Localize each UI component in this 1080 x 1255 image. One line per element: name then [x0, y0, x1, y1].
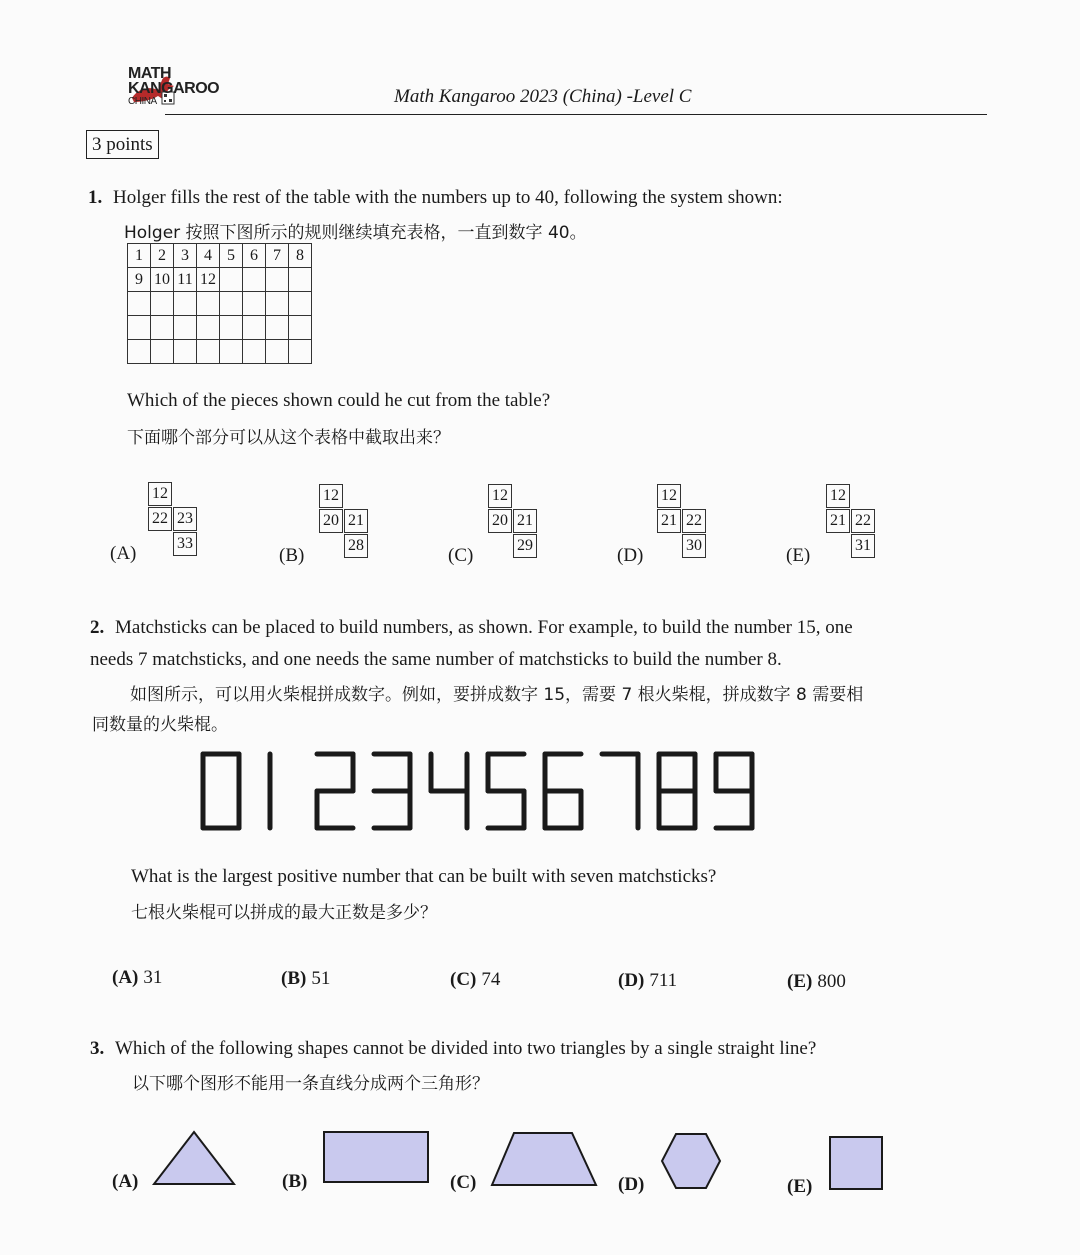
table-cell: [151, 316, 174, 340]
matchstick-digit-6: [545, 754, 581, 828]
q2-option-label: (D): [618, 970, 645, 991]
q3-option-label[interactable]: (E): [787, 1176, 813, 1197]
piece-cell: 21: [513, 509, 537, 533]
table-cell: [151, 292, 174, 316]
table-cell: [243, 340, 266, 364]
q2-option[interactable]: [450, 969, 500, 991]
piece-cell: 29: [513, 534, 537, 558]
q2-option-label: (A): [112, 967, 139, 988]
logo-line-kangaroo: KANGAROO: [128, 80, 220, 97]
piece-cell: 21: [826, 509, 850, 533]
piece-cell: 21: [344, 509, 368, 533]
table-cell: [197, 340, 220, 364]
table-cell: 11: [174, 268, 197, 292]
table-cell: [289, 340, 312, 364]
header-divider: [165, 114, 987, 115]
q3-text: [90, 1038, 816, 1060]
matchstick-digit-2: [317, 754, 353, 828]
table-cell: [220, 268, 243, 292]
q2-option-label: (E): [787, 971, 813, 992]
piece-cell: 28: [344, 534, 368, 558]
table-cell: [128, 340, 151, 364]
matchstick-digit-7: [602, 754, 638, 828]
table-cell: [128, 292, 151, 316]
triangle-polygon: [154, 1132, 234, 1184]
table-cell: 3: [174, 244, 197, 268]
piece-cell: 12: [826, 484, 850, 508]
table-cell: [266, 292, 289, 316]
table-cell: 7: [266, 244, 289, 268]
table-cell: 5: [220, 244, 243, 268]
q2-text-en-2: needs 7 matchsticks, and one needs the same number of matchsticks to build the number 8.: [90, 649, 782, 670]
table-cell: 2: [151, 244, 174, 268]
matchstick-digit-4: [431, 754, 467, 828]
q2-option-value: 711: [649, 970, 678, 991]
q1-option-label[interactable]: (B): [279, 545, 305, 566]
table-row: [128, 244, 312, 268]
q1-option-label[interactable]: (A): [110, 543, 137, 564]
q1-question-zh: 下面哪个部分可以从这个表格中截取出来？: [127, 428, 450, 448]
table-cell: [174, 340, 197, 364]
table-cell: [266, 316, 289, 340]
q1-question-en: Which of the pieces shown could he cut from the table?: [127, 390, 551, 411]
piece-cell: 12: [319, 484, 343, 508]
hexagon-polygon: [662, 1134, 720, 1188]
number-table: [127, 243, 312, 364]
table-cell: [220, 316, 243, 340]
piece-cell: 20: [319, 509, 343, 533]
q2-question-en: What is the largest positive number that can be built with seven matchsticks?: [131, 866, 717, 887]
q2-text-zh-1: 如图所示，可以用火柴棍拼成数字。例如，要拼成数字 15，需要 7 根火柴棍，拼成数字 8 需要相: [130, 685, 864, 705]
q2-text-zh-2: 同数量的火柴棍。: [92, 715, 228, 735]
piece-cell: 21: [657, 509, 681, 533]
table-row: [128, 268, 312, 292]
square-polygon: [830, 1137, 882, 1189]
page-title: Math Kangaroo 2023 (China) -Level C: [394, 86, 692, 107]
q1-text-en: Holger fills the rest of the table with the numbers up to 40, following the system shown:: [113, 187, 783, 208]
q3-number: 3.: [90, 1038, 105, 1059]
matchstick-digit-3: [374, 754, 410, 828]
triangle-shape[interactable]: [152, 1130, 236, 1186]
piece-cell: 22: [148, 507, 172, 531]
table-cell: [289, 268, 312, 292]
q1-option-label[interactable]: (D): [617, 545, 644, 566]
q1-number: 1.: [88, 187, 103, 208]
q2-option-label: (C): [450, 969, 477, 990]
q2-option-value: 31: [143, 967, 163, 988]
rectangle-polygon: [324, 1132, 428, 1182]
piece-cell: 23: [173, 507, 197, 531]
table-row: [128, 340, 312, 364]
piece-cell: 31: [851, 534, 875, 558]
table-row: [128, 316, 312, 340]
table-cell: [197, 316, 220, 340]
q2-question-zh: 七根火柴棍可以拼成的最大正数是多少？: [131, 903, 437, 923]
piece-cell: 12: [657, 484, 681, 508]
trapezoid-polygon: [492, 1133, 596, 1185]
q1-option-label[interactable]: (C): [448, 545, 474, 566]
table-cell: [289, 292, 312, 316]
q2-text-en-1: Matchsticks can be placed to build numbers, as shown. For example, to build the number 15, one: [115, 617, 853, 638]
matchstick-digit-8: [659, 754, 695, 828]
table-cell: [128, 316, 151, 340]
q3-option-label[interactable]: (A): [112, 1171, 139, 1192]
q1-text: [88, 187, 783, 209]
table-cell: [266, 268, 289, 292]
q3-option-label[interactable]: (B): [282, 1171, 308, 1192]
q2-option[interactable]: [618, 970, 677, 992]
piece-cell: 30: [682, 534, 706, 558]
piece-cell: 20: [488, 509, 512, 533]
table-cell: [289, 316, 312, 340]
table-cell: [197, 292, 220, 316]
trapezoid-shape[interactable]: [490, 1131, 598, 1187]
hexagon-shape[interactable]: [660, 1132, 722, 1190]
q2-option-value: 51: [311, 968, 331, 989]
table-cell: [243, 316, 266, 340]
matchstick-digit-9: [716, 754, 752, 828]
piece-cell: 12: [148, 482, 172, 506]
table-cell: [243, 268, 266, 292]
q3-text-zh: 以下哪个图形不能用一条直线分成两个三角形？: [132, 1074, 489, 1094]
table-row: [128, 292, 312, 316]
table-cell: 1: [128, 244, 151, 268]
table-cell: [174, 292, 197, 316]
matchstick-digit-0: [203, 754, 239, 828]
table-cell: 6: [243, 244, 266, 268]
points-badge: 3 points: [86, 130, 159, 159]
matchstick-digit-5: [488, 754, 524, 828]
table-cell: [220, 340, 243, 364]
logo-wordmark: [128, 66, 219, 107]
table-cell: 10: [151, 268, 174, 292]
q2-option-label: (B): [281, 968, 307, 989]
piece-cell: 22: [682, 509, 706, 533]
table-cell: [266, 340, 289, 364]
q1-option-label[interactable]: (E): [786, 545, 811, 566]
q2-text-line-1: [90, 617, 853, 639]
rectangle-shape[interactable]: [322, 1130, 430, 1184]
table-cell: [243, 292, 266, 316]
q3-text-en: Which of the following shapes cannot be divided into two triangles by a single straight line?: [115, 1038, 817, 1059]
matchstick-digits-figure: [195, 748, 865, 838]
piece-cell: 22: [851, 509, 875, 533]
q2-option-value: 74: [481, 969, 501, 990]
table-cell: [220, 292, 243, 316]
piece-cell: 33: [173, 532, 197, 556]
table-cell: 9: [128, 268, 151, 292]
q2-option[interactable]: [112, 967, 162, 989]
q2-option[interactable]: [787, 971, 846, 993]
q1-text-zh: Holger 按照下图所示的规则继续填充表格，一直到数字 40。: [124, 223, 587, 243]
square-shape[interactable]: [828, 1135, 884, 1191]
table-cell: [174, 316, 197, 340]
q2-option-value: 800: [817, 971, 846, 992]
logo-line-math: MATH: [128, 65, 172, 82]
q3-option-label[interactable]: (C): [450, 1172, 477, 1193]
logo-line-china: CHINA: [128, 96, 157, 107]
q2-number: 2.: [90, 617, 105, 638]
table-cell: [151, 340, 174, 364]
table-cell: 8: [289, 244, 312, 268]
piece-cell: 12: [488, 484, 512, 508]
table-cell: 4: [197, 244, 220, 268]
q3-option-label[interactable]: (D): [618, 1174, 645, 1195]
q2-option[interactable]: [281, 968, 330, 990]
table-cell: 12: [197, 268, 220, 292]
